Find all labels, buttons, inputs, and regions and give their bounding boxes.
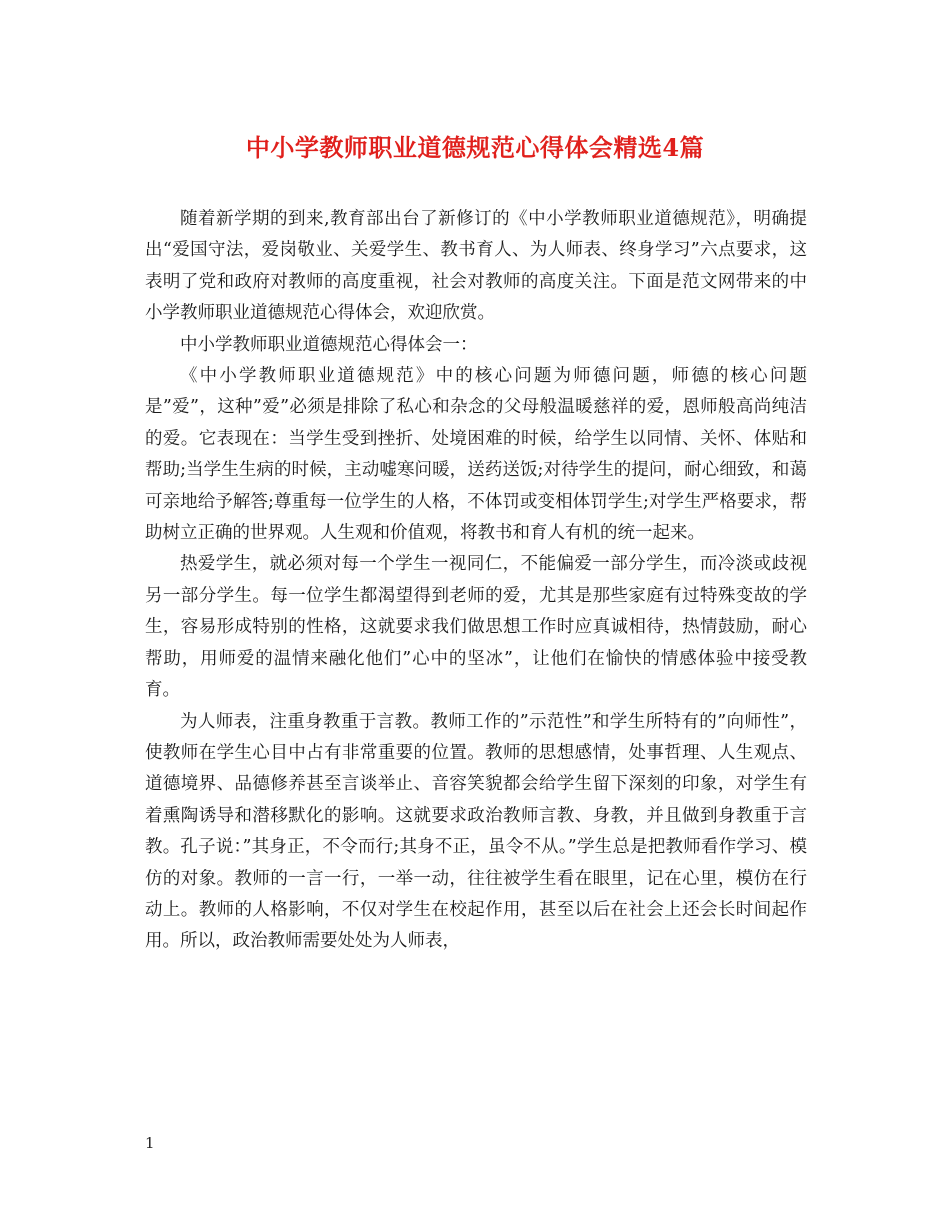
document-title: 中小学教师职业道德规范心得体会精选4篇 (245, 133, 705, 162)
paragraph-core-of-ethics: 《中小学教师职业道德规范》中的核心问题为师德问题，师德的核心问题是”爱”，这种”爱”必须是排除了私心和杂念的父母般温暖慈祥的爱，恩师般高尚纯洁的爱。它表现在：当学生受到挫折、处境困难的时候，给学生以同情、关怀、体贴和帮助;当学生生病的时候，主动嘘寒问暖，送药送饭;对待学生的提问，耐心细致，和蔼可亲地给予解答;尊重每一位学生的人格，不体罚或变相体罚学生;对学生严格要求，帮助树立正确的世界观。人生观和价值观，将教书和育人有机的统一起来。 (145, 366, 807, 544)
paragraph-role-model: 为人师表，注重身教重于言教。教师工作的”示范性”和学生所特有的”向师性”，使教师在学生心目中占有非常重要的位置。教师的思想感情，处事哲理、人生观点、道德境界、品德修养甚至言谈举止、音容笑貌都会给学生留下深刻的印象，对学生有着熏陶诱导和潜移默化的影响。这就要求政治教师言教、身教，并且做到身教重于言教。孔子说：”其身正，不令而行;其身不正，虽令不从。”学生总是把教师看作学习、模仿的对象。教师的一言一行，一举一动，往往被学生看在眼里，记在心里，模仿在行动上。教师的人格影响，不仅对学生在校起作用，甚至以后在社会上还会长时间起作用。所以，政治教师需要处处为人师表， (145, 711, 807, 952)
paragraph-love-students: 热爱学生，就必须对每一个学生一视同仁，不能偏爱一部分学生，而冷淡或歧视另一部分学生。每一位学生都渴望得到老师的爱，尤其是那些家庭有过特殊变故的学生，容易形成特别的性格，这就要求我们做思想工作时应真诚相待，热情鼓励，耐心帮助，用师爱的温情来融化他们”心中的坚冰”，让他们在愉快的情感体验中接受教育。 (145, 554, 807, 701)
paragraph-intro: 随着新学期的到来,教育部出台了新修订的《中小学教师职业道德规范》，明确提出“爱国守法，爱岗敬业、关爱学生、教书育人、为人师表、终身学习”六点要求，这表明了党和政府对教师的高度重视，社会对教师的高度关注。下面是范文网带来的中小学教师职业道德规范心得体会，欢迎欣赏。 (145, 209, 807, 324)
page-number: 1 (145, 1134, 155, 1152)
paragraph-section-heading: 中小学教师职业道德规范心得体会一： (180, 334, 478, 355)
document-body (145, 204, 807, 958)
